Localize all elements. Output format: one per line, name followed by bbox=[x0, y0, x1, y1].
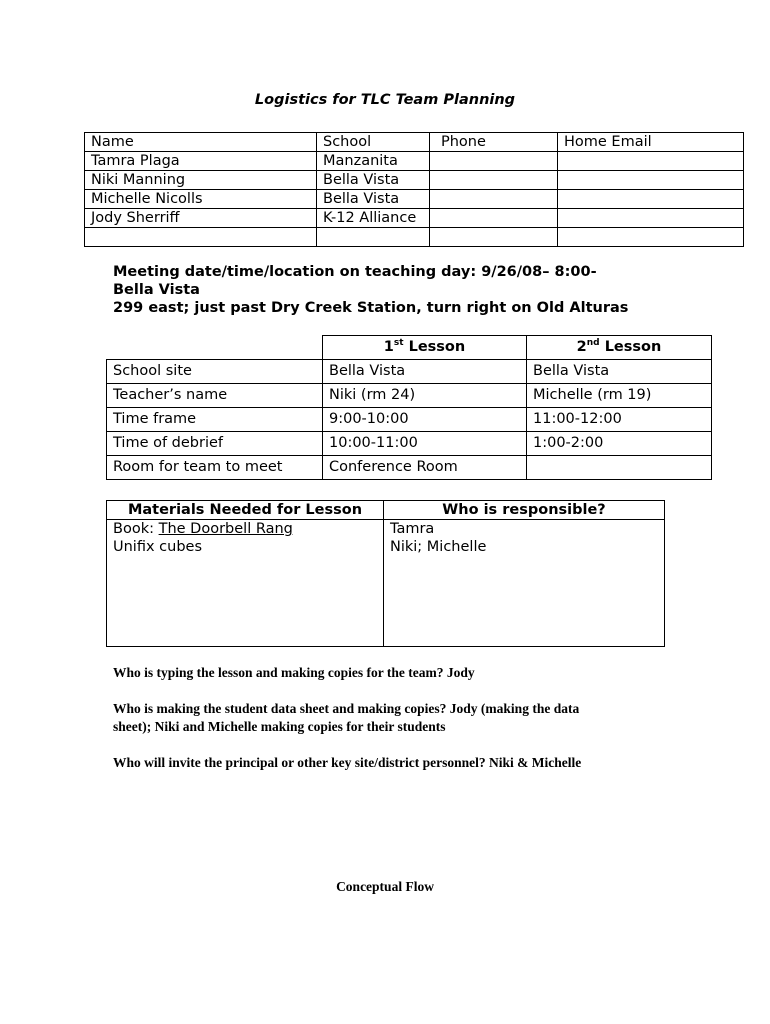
contact-phone bbox=[430, 190, 558, 209]
column-header-lesson-2: 2nd Lesson bbox=[527, 336, 712, 360]
note-line: Who is making the student data sheet and making copies? Jody (making the data bbox=[113, 701, 580, 716]
meeting-location: Bella Vista bbox=[113, 282, 200, 298]
contact-school: Bella Vista bbox=[317, 190, 430, 209]
row-label: Room for team to meet bbox=[107, 456, 323, 480]
meeting-directions: 299 east; just past Dry Creek Station, turn right on Old Alturas bbox=[113, 300, 629, 316]
contact-name: Jody Sherriff bbox=[85, 209, 317, 228]
contacts-table bbox=[84, 132, 744, 247]
table-row bbox=[85, 152, 744, 171]
table-row bbox=[85, 171, 744, 190]
lesson-1-value: 10:00-11:00 bbox=[323, 432, 527, 456]
column-header-materials: Materials Needed for Lesson bbox=[107, 501, 384, 520]
note-typing: Who is typing the lesson and making copies for the team? Jody bbox=[113, 665, 475, 680]
contact-email bbox=[558, 228, 744, 247]
meeting-info bbox=[113, 263, 713, 317]
note-data-sheet bbox=[113, 700, 673, 736]
table-header-row bbox=[107, 501, 665, 520]
contact-name bbox=[85, 228, 317, 247]
empty-header-cell bbox=[107, 336, 323, 360]
contact-school: K-12 Alliance bbox=[317, 209, 430, 228]
table-header-row bbox=[107, 336, 712, 360]
lesson-2-value: 1:00-2:00 bbox=[527, 432, 712, 456]
contact-phone bbox=[430, 171, 558, 190]
table-row bbox=[107, 384, 712, 408]
column-header-lesson-1: 1st Lesson bbox=[323, 336, 527, 360]
lesson-1-value: 9:00-10:00 bbox=[323, 408, 527, 432]
contact-email bbox=[558, 171, 744, 190]
column-header-phone: Phone bbox=[430, 133, 558, 152]
column-header-name: Name bbox=[85, 133, 317, 152]
table-row bbox=[85, 228, 744, 247]
column-header-email: Home Email bbox=[558, 133, 744, 152]
note-invite: Who will invite the principal or other key site/district personnel? Niki & Michelle bbox=[113, 755, 582, 770]
table-row bbox=[85, 190, 744, 209]
responsible-person: Tamra bbox=[390, 521, 435, 537]
column-header-school: School bbox=[317, 133, 430, 152]
table-row bbox=[85, 209, 744, 228]
materials-list bbox=[107, 520, 384, 647]
table-row bbox=[107, 432, 712, 456]
lesson-1-value: Bella Vista bbox=[323, 360, 527, 384]
book-title: The Doorbell Rang bbox=[158, 521, 293, 537]
materials-item: Unifix cubes bbox=[113, 539, 202, 555]
page-title: Logistics for TLC Team Planning bbox=[254, 92, 516, 108]
contact-school bbox=[317, 228, 430, 247]
note-line: sheet); Niki and Michelle making copies for their students bbox=[113, 719, 446, 734]
conceptual-flow-heading: Conceptual Flow bbox=[336, 879, 434, 894]
contact-name: Tamra Plaga bbox=[85, 152, 317, 171]
responsible-list bbox=[384, 520, 665, 647]
row-label: Teacher’s name bbox=[107, 384, 323, 408]
lesson-1-value: Conference Room bbox=[323, 456, 527, 480]
contact-school: Bella Vista bbox=[317, 171, 430, 190]
row-label: School site bbox=[107, 360, 323, 384]
materials-item: Book: The Doorbell Rang bbox=[113, 521, 293, 537]
contact-name: Niki Manning bbox=[85, 171, 317, 190]
contact-email bbox=[558, 209, 744, 228]
table-header-row bbox=[85, 133, 744, 152]
lesson-2-value: Michelle (rm 19) bbox=[527, 384, 712, 408]
column-header-responsible: Who is responsible? bbox=[384, 501, 665, 520]
table-row bbox=[107, 520, 665, 647]
table-row bbox=[107, 360, 712, 384]
contact-phone bbox=[430, 209, 558, 228]
contact-phone bbox=[430, 228, 558, 247]
meeting-info-line: Meeting date/time/location on teaching day: 9/26/08– 8:00- bbox=[113, 264, 597, 280]
table-row bbox=[107, 408, 712, 432]
contact-phone bbox=[430, 152, 558, 171]
lessons-table bbox=[106, 335, 712, 480]
row-label: Time frame bbox=[107, 408, 323, 432]
lesson-2-value: 11:00-12:00 bbox=[527, 408, 712, 432]
contact-email bbox=[558, 190, 744, 209]
table-row bbox=[107, 456, 712, 480]
responsible-person: Niki; Michelle bbox=[390, 539, 487, 555]
lesson-2-value: Bella Vista bbox=[527, 360, 712, 384]
row-label: Time of debrief bbox=[107, 432, 323, 456]
lesson-2-value bbox=[527, 456, 712, 480]
contact-email bbox=[558, 152, 744, 171]
materials-table bbox=[106, 500, 665, 647]
contact-name: Michelle Nicolls bbox=[85, 190, 317, 209]
contact-school: Manzanita bbox=[317, 152, 430, 171]
lesson-1-value: Niki (rm 24) bbox=[323, 384, 527, 408]
